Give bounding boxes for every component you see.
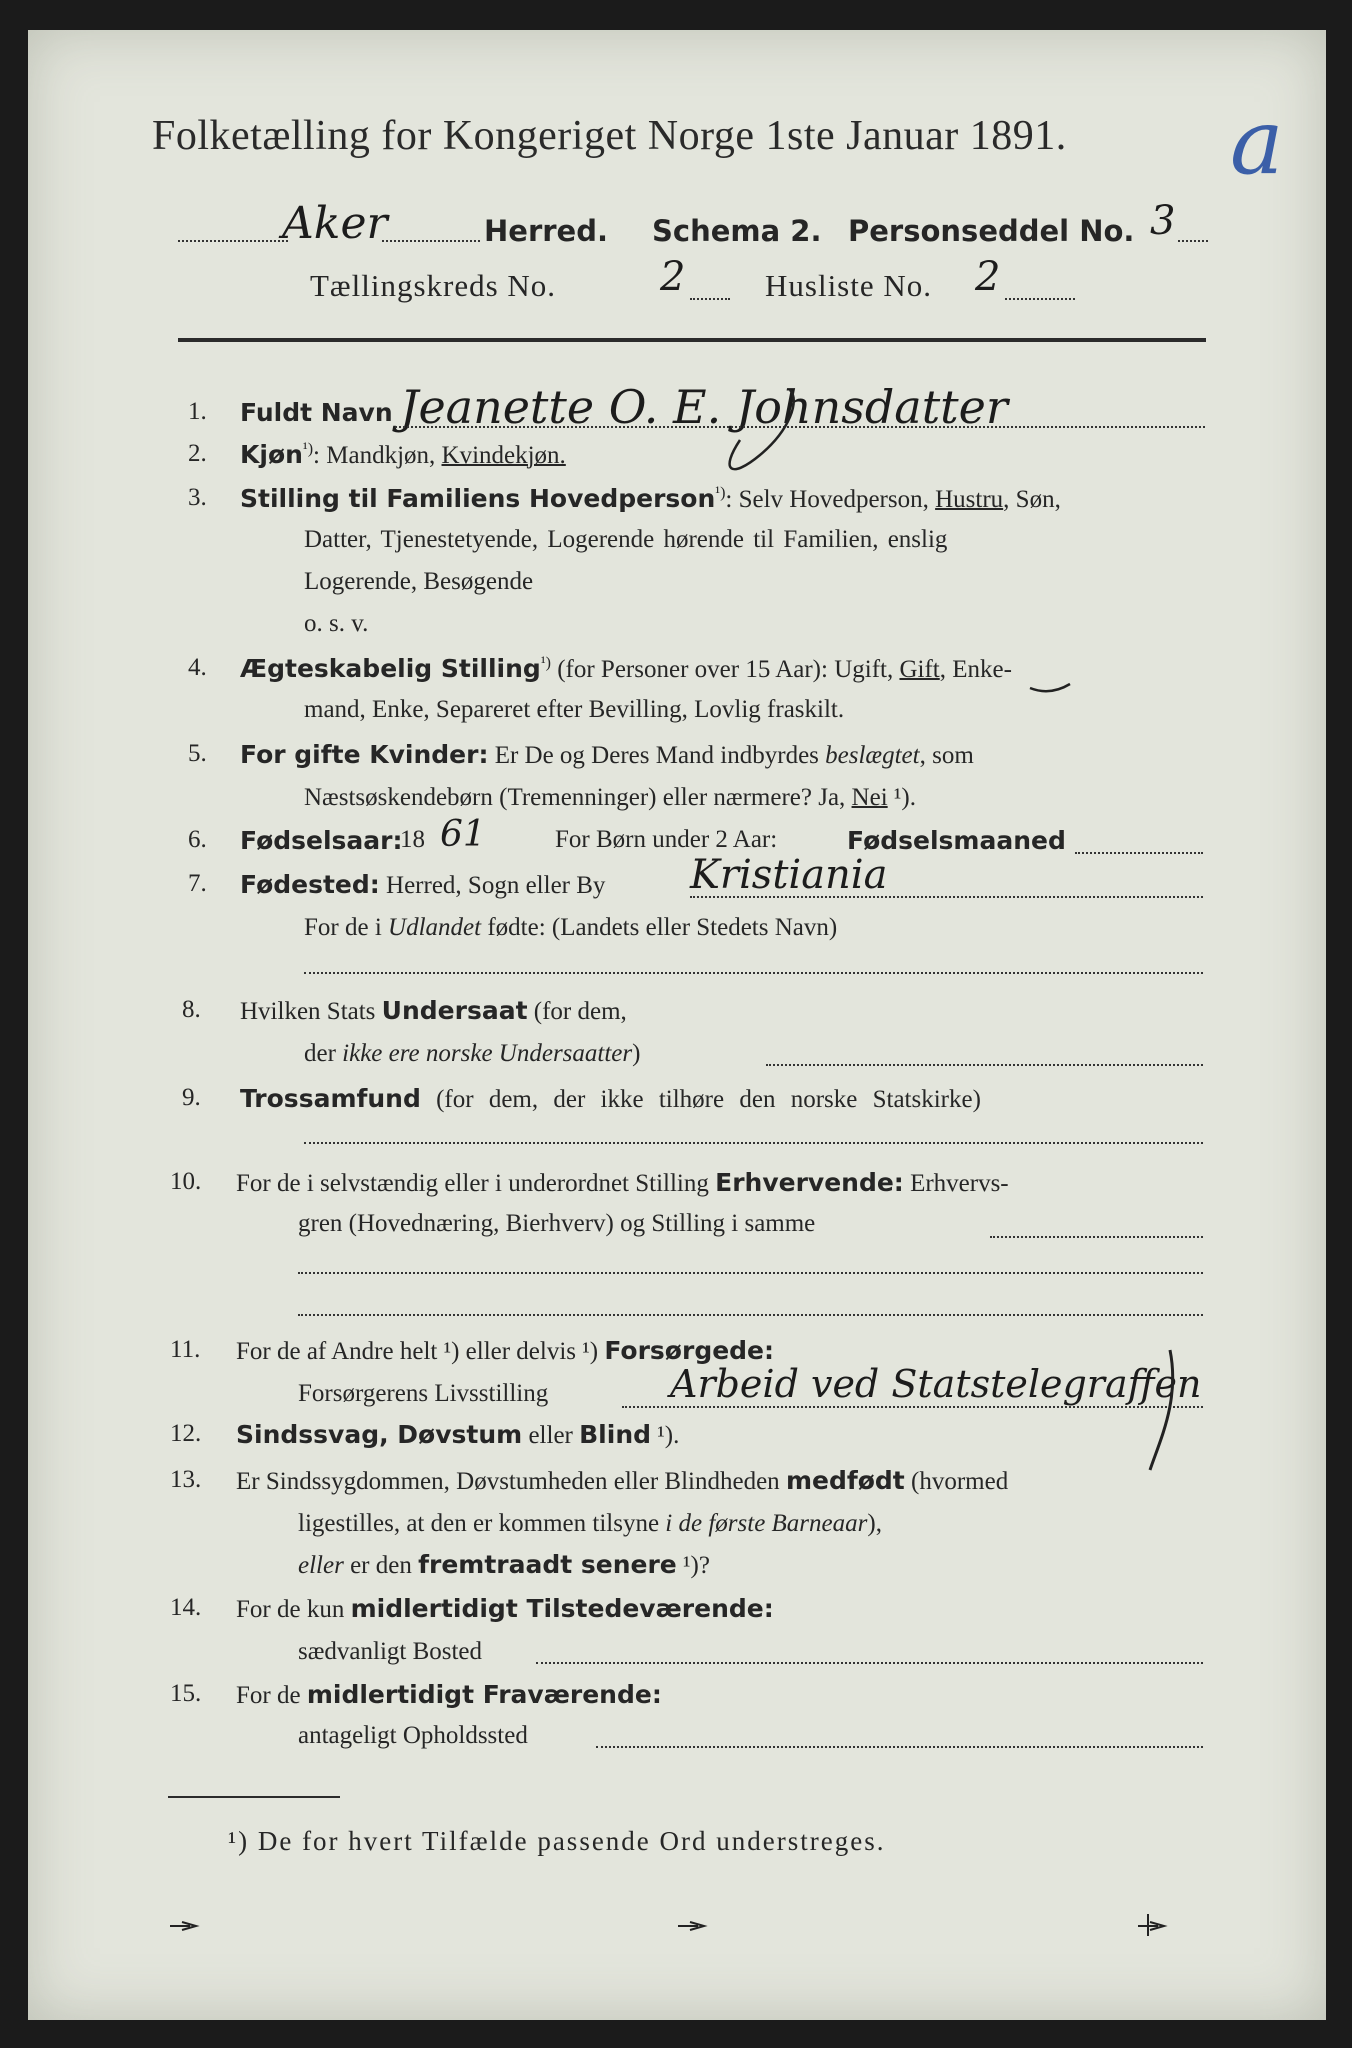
footnote-ref: ¹). bbox=[651, 1422, 680, 1449]
field-number: 5. bbox=[188, 740, 207, 767]
footnote-ref: ¹) bbox=[302, 440, 314, 458]
field-label-marital: Ægteskabelig Stilling bbox=[240, 654, 541, 683]
kreds-label: Tællingskreds No. bbox=[310, 268, 557, 303]
citizenship-text-italic: ikke ere norske Undersaatter bbox=[342, 1040, 633, 1067]
field-number: 9. bbox=[182, 1084, 201, 1111]
field-label-temporary-absent: midlertidigt Fraværende: bbox=[306, 1680, 662, 1709]
field-label-supported: Forsørgede: bbox=[604, 1336, 775, 1365]
birthplace-value: Kristiania bbox=[690, 852, 888, 898]
field-number: 2. bbox=[188, 440, 207, 467]
temporary-absent-text: For de bbox=[236, 1682, 307, 1709]
related-text: , som bbox=[919, 742, 974, 769]
related-text: Er De og Deres Mand indbyrdes bbox=[488, 742, 826, 769]
usual-residence-label: sædvanligt Bosted bbox=[298, 1638, 483, 1665]
field-label-later-onset: fremtraadt senere bbox=[418, 1550, 677, 1579]
gender-option-male: : Mandkjøn, bbox=[313, 442, 442, 469]
field-number: 1. bbox=[188, 398, 207, 425]
field-label-birthplace: Fødested: bbox=[240, 870, 380, 899]
field-label-temporary-present: midlertidigt Tilstedeværende: bbox=[350, 1594, 774, 1623]
footnote-ref: ¹) bbox=[715, 484, 726, 502]
congenital-text: (hvormed bbox=[904, 1468, 1009, 1495]
probable-residence-label: antageligt Opholdssted bbox=[298, 1722, 528, 1749]
field-label-occupation: Erhvervende: bbox=[715, 1168, 904, 1197]
position-line-2: Datter, Tjenestetyende, Logerende hørende til Familien, enslig bbox=[304, 526, 948, 553]
field-label-disability: Sindssvag, Døvstum bbox=[236, 1420, 523, 1449]
citizenship-text: (for dem, bbox=[527, 998, 627, 1025]
field-label-congenital: medfødt bbox=[785, 1466, 905, 1495]
field-label-birthmonth: Fødselsmaaned bbox=[847, 826, 1066, 855]
footnote-ref: ¹) bbox=[540, 654, 551, 672]
kreds-value: 2 bbox=[660, 254, 686, 300]
position-line-4: o. s. v. bbox=[304, 610, 369, 637]
gift-underline-mark bbox=[1030, 684, 1070, 691]
citizenship-text: der bbox=[304, 1040, 343, 1067]
gender-option-female-underlined: Kvindekjøn. bbox=[441, 442, 566, 469]
form-title: Folketælling for Kongeriget Norge 1ste Januar 1891. bbox=[152, 113, 1067, 159]
register-mark-right bbox=[1138, 1914, 1164, 1936]
religion-text: (for dem, der ikke tilhøre den norske Statskirke) bbox=[420, 1086, 981, 1113]
field-number: 4. bbox=[188, 654, 207, 681]
name-value: Jeanette O. E. Johnsdatter bbox=[400, 380, 1008, 434]
supported-text: For de af Andre helt ¹) eller delvis ¹) bbox=[236, 1338, 605, 1365]
disability-text: eller bbox=[522, 1422, 580, 1449]
field-number: 15. bbox=[170, 1680, 202, 1707]
marital-line-2: mand, Enke, Separeret efter Bevilling, Lovlig fraskilt. bbox=[304, 696, 845, 723]
related-question: Næstsøskendebørn (Tremenninger) eller nærmere? Ja, bbox=[304, 784, 852, 811]
register-mark-left bbox=[170, 1922, 196, 1930]
flourish-mark bbox=[1150, 1350, 1173, 1470]
congenital-text: ), bbox=[867, 1510, 882, 1537]
field-number: 8. bbox=[182, 996, 201, 1023]
corner-mark: a bbox=[1230, 90, 1284, 195]
personseddel-label: Personseddel No. bbox=[848, 214, 1135, 248]
husliste-value: 2 bbox=[975, 254, 1001, 300]
field-number: 11. bbox=[170, 1336, 201, 1363]
position-line-3: Logerende, Besøgende bbox=[304, 568, 534, 595]
field-label-name: Fuldt Navn bbox=[240, 398, 393, 427]
herred-label: Herred. bbox=[484, 214, 608, 248]
field-number: 12. bbox=[170, 1420, 202, 1447]
related-answer-underlined: Nei bbox=[851, 784, 888, 811]
birthplace-text: Herred, Sogn eller By bbox=[379, 872, 606, 899]
congenital-text-italic: eller bbox=[298, 1552, 344, 1579]
position-text: , Søn, bbox=[1003, 486, 1061, 513]
field-label-married-women: For gifte Kvinder: bbox=[240, 740, 489, 769]
provider-occupation-value: Arbeid ved Statstelegraffen bbox=[670, 1362, 1202, 1406]
footnote-ref: ¹). bbox=[887, 784, 916, 811]
congenital-text: er den bbox=[343, 1552, 419, 1579]
marital-option-underlined: Gift bbox=[899, 656, 940, 683]
field-label-blind: Blind bbox=[579, 1420, 652, 1449]
related-text-italic: beslægtet bbox=[825, 742, 920, 769]
congenital-text: Er Sindssygdommen, Døvstumheden eller Blindheden bbox=[236, 1468, 786, 1495]
citizenship-text: ) bbox=[632, 1040, 641, 1067]
temporary-present-text: For de kun bbox=[236, 1596, 351, 1623]
husliste-label: Husliste No. bbox=[765, 268, 932, 303]
name-flourish-mark bbox=[730, 390, 794, 469]
register-mark-center bbox=[678, 1922, 704, 1930]
field-label-gender: Kjøn bbox=[240, 440, 303, 469]
schema-label: Schema 2. bbox=[652, 214, 822, 248]
congenital-text-italic: i de første Barneaar bbox=[665, 1510, 868, 1537]
field-number: 6. bbox=[188, 826, 207, 853]
occupation-line-2: gren (Hovednæring, Bierhverv) og Stilling i samme bbox=[298, 1210, 816, 1237]
herred-value: Aker bbox=[282, 198, 388, 249]
position-option-underlined: Hustru bbox=[935, 486, 1004, 513]
citizenship-text: Hvilken Stats bbox=[240, 998, 382, 1025]
field-number: 7. bbox=[188, 870, 207, 897]
provider-occupation-label: Forsørgerens Livsstilling bbox=[298, 1380, 549, 1407]
footnote-ref: ¹)? bbox=[676, 1552, 710, 1579]
abroad-text-italic: Udlandet bbox=[388, 914, 482, 941]
occupation-text: Erhvervs- bbox=[903, 1170, 1009, 1197]
personseddel-value: 3 bbox=[1150, 198, 1176, 244]
congenital-text: ligestilles, at den er kommen tilsyne bbox=[298, 1510, 666, 1537]
field-label-birthyear: Fødselsaar: bbox=[240, 826, 403, 855]
marital-text: (for Personer over 15 Aar): Ugift, bbox=[550, 656, 900, 683]
field-label-religion: Trossamfund bbox=[240, 1084, 421, 1113]
field-number: 10. bbox=[170, 1168, 202, 1195]
position-text: : Selv Hovedperson, bbox=[725, 486, 936, 513]
field-number: 14. bbox=[170, 1594, 202, 1621]
birthmonth-text: For Børn under 2 Aar: bbox=[555, 826, 778, 853]
birthyear-value: 61 bbox=[440, 814, 486, 855]
birthyear-prefix: 18 bbox=[400, 826, 425, 853]
footnote: ¹) De for hvert Tilfælde passende Ord understreges. bbox=[228, 1826, 886, 1856]
field-label-family-position: Stilling til Familiens Hovedperson bbox=[240, 484, 716, 513]
abroad-text: For de i bbox=[304, 914, 389, 941]
occupation-text: For de i selvstændig eller i underordnet Stilling bbox=[236, 1170, 716, 1197]
abroad-text: fødte: (Landets eller Stedets Navn) bbox=[481, 914, 838, 941]
field-label-citizenship: Undersaat bbox=[381, 996, 528, 1025]
field-number: 13. bbox=[170, 1466, 202, 1493]
marital-text: , Enke- bbox=[939, 656, 1012, 683]
field-number: 3. bbox=[188, 484, 207, 511]
